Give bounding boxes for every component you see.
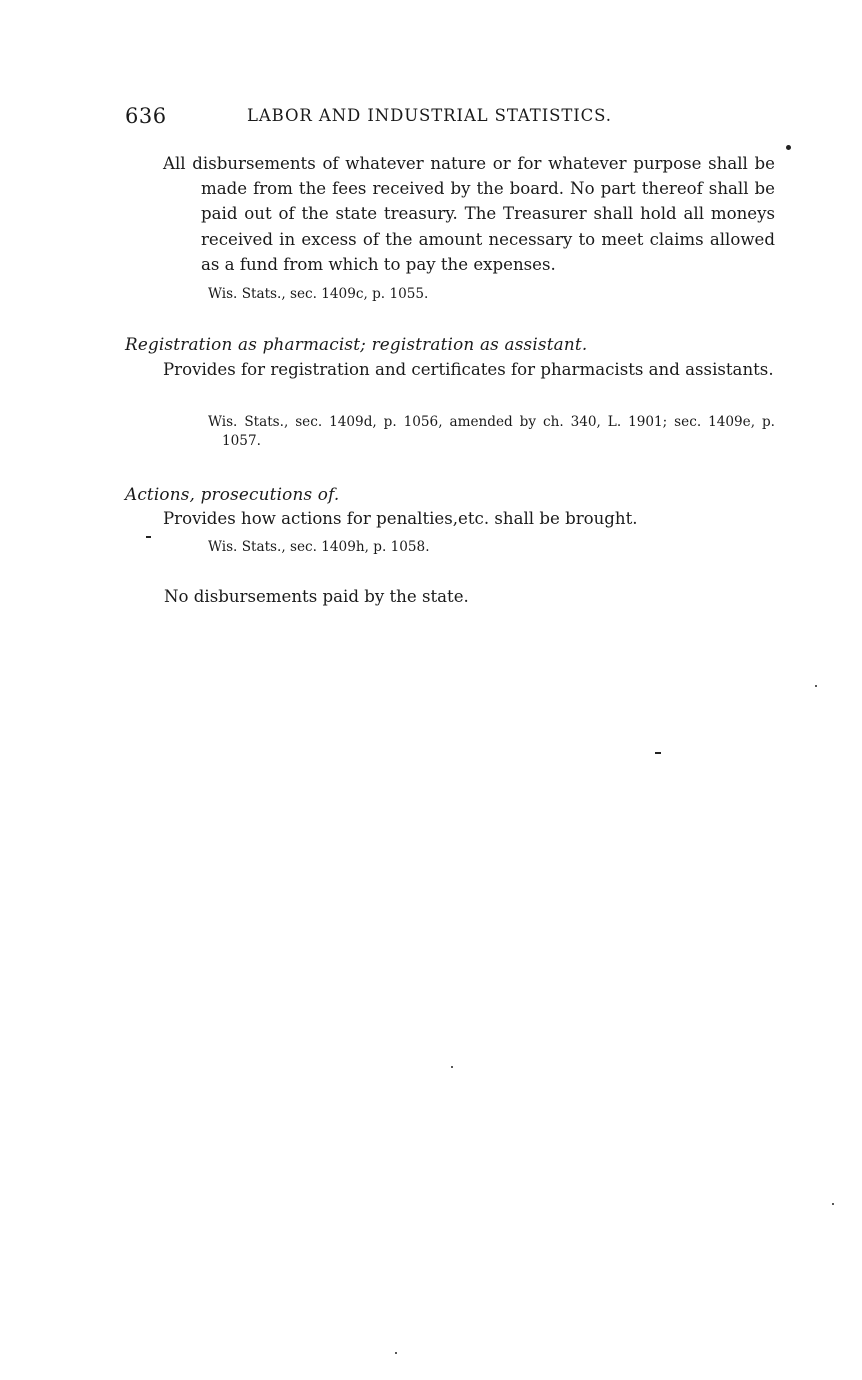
ink-speck bbox=[451, 1066, 453, 1068]
ink-speck bbox=[815, 685, 817, 687]
actions-paragraph: Provides how actions for penalties,etc. shall be brought. bbox=[163, 509, 638, 528]
actions-heading: Actions, prosecutions of. bbox=[125, 484, 340, 504]
running-head: LABOR AND INDUSTRIAL STATISTICS. bbox=[247, 106, 612, 125]
ink-speck bbox=[786, 145, 791, 150]
page-header bbox=[125, 104, 775, 132]
registration-citation: Wis. Stats., sec. 1409d, p. 1056, amended by ch. 340, L. 1901; sec. 1409e, p. 1057. bbox=[208, 414, 775, 449]
page-number: 636 bbox=[125, 104, 167, 128]
registration-heading: Registration as pharmacist; registration as assistant. bbox=[125, 334, 588, 354]
closing-note: No disbursements paid by the state. bbox=[164, 587, 469, 606]
actions-citation: Wis. Stats., sec. 1409h, p. 1058. bbox=[208, 539, 430, 555]
fund-paragraph: All disbursements of whatever nature or for whatever purpose shall be made from the fees received by the board. No part thereof shall be paid out of the state treasury. The Treasurer shall hold all moneys received in excess of the amount necessary to meet claims allowed as a fund from which to pay the expenses. bbox=[163, 154, 775, 274]
registration-paragraph: Provides for registration and certificates for pharmacists and assistants. bbox=[163, 360, 774, 379]
ink-speck bbox=[655, 752, 661, 754]
ink-speck bbox=[395, 1352, 397, 1354]
ink-speck bbox=[832, 1203, 834, 1205]
ink-speck bbox=[146, 536, 151, 538]
fund-citation: Wis. Stats., sec. 1409c, p. 1055. bbox=[208, 286, 429, 302]
